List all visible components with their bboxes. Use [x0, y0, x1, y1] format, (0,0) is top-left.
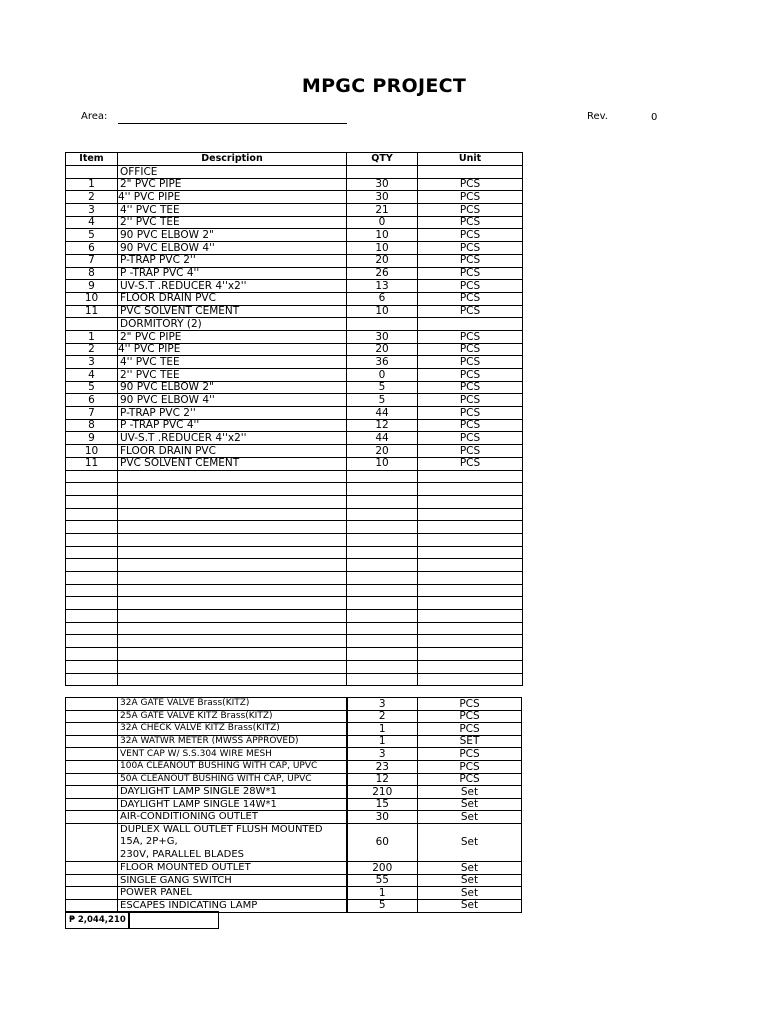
empty-table-row — [66, 483, 523, 496]
unit-cell: PCS — [418, 267, 523, 280]
qty-cell: 21 — [347, 204, 418, 217]
material-description-line: 15A, 2P+G, — [120, 836, 178, 848]
empty-cell — [118, 483, 347, 496]
material-qty-cell: 30 — [347, 811, 418, 824]
material-description-cell: AIR-CONDITIONING OUTLET — [118, 811, 347, 824]
empty-cell — [118, 572, 347, 585]
empty-cell — [347, 648, 418, 661]
unit-cell: PCS — [418, 216, 523, 229]
material-description-cell: FLOOR MOUNTED OUTLET — [118, 862, 347, 875]
table-header-row — [66, 153, 523, 166]
material-row — [66, 698, 522, 711]
unit-cell — [418, 318, 523, 331]
material-item-cell — [66, 874, 118, 887]
table-row — [66, 381, 523, 394]
unit-cell: PCS — [418, 330, 523, 343]
header-description: Description — [118, 153, 347, 166]
material-unit-cell: Set — [418, 811, 522, 824]
empty-cell — [418, 673, 523, 686]
table-row — [66, 407, 523, 420]
material-qty-cell: 1 — [347, 723, 418, 736]
empty-cell — [66, 508, 118, 521]
items-table-body — [66, 166, 523, 686]
table-row — [66, 305, 523, 318]
rev-label: Rev. — [587, 111, 608, 122]
unit-cell: PCS — [418, 254, 523, 267]
item-number-cell: 9 — [66, 432, 118, 445]
material-description-cell: 32A CHECK VALVE KITZ Brass(KITZ) — [118, 723, 347, 736]
table-row — [66, 242, 523, 255]
material-row — [66, 773, 522, 786]
table-row — [66, 445, 523, 458]
area-label: Area: — [81, 111, 108, 122]
table-row — [66, 318, 523, 331]
table-row — [66, 191, 523, 204]
empty-table-row — [66, 470, 523, 483]
material-item-cell — [66, 698, 118, 711]
description-cell: OFFICE — [118, 166, 347, 179]
empty-cell — [66, 521, 118, 534]
empty-cell — [418, 597, 523, 610]
material-unit-cell: PCS — [418, 773, 522, 786]
material-qty-cell: 2 — [347, 710, 418, 723]
unit-cell: PCS — [418, 343, 523, 356]
description-cell: 90 PVC ELBOW 2" — [118, 381, 347, 394]
material-qty-cell: 12 — [347, 773, 418, 786]
description-cell: UV-S.T .REDUCER 4''x2'' — [118, 280, 347, 293]
item-number-cell — [66, 166, 118, 179]
empty-cell — [118, 622, 347, 635]
empty-cell — [66, 660, 118, 673]
table-row — [66, 216, 523, 229]
material-row — [66, 823, 522, 861]
empty-table-row — [66, 508, 523, 521]
qty-cell: 36 — [347, 356, 418, 369]
qty-cell: 0 — [347, 369, 418, 382]
empty-cell — [347, 572, 418, 585]
material-unit-cell: PCS — [418, 760, 522, 773]
material-qty-cell: 55 — [347, 874, 418, 887]
material-description-line: DUPLEX WALL OUTLET FLUSH MOUNTED — [120, 823, 323, 835]
qty-cell: 20 — [347, 445, 418, 458]
material-description-cell: POWER PANEL — [118, 887, 347, 900]
qty-cell: 13 — [347, 280, 418, 293]
empty-cell — [418, 660, 523, 673]
material-description-cell — [118, 823, 347, 861]
empty-cell — [66, 622, 118, 635]
table-row — [66, 166, 523, 179]
empty-table-row — [66, 622, 523, 635]
unit-cell: PCS — [418, 445, 523, 458]
empty-cell — [347, 559, 418, 572]
item-number-cell: 3 — [66, 204, 118, 217]
description-cell: 4'' PVC TEE — [118, 356, 347, 369]
empty-cell — [347, 533, 418, 546]
unit-cell: PCS — [418, 369, 523, 382]
material-item-cell — [66, 710, 118, 723]
item-number-cell: 7 — [66, 407, 118, 420]
empty-table-row — [66, 648, 523, 661]
item-number-cell: 2 — [66, 343, 118, 356]
empty-cell — [118, 546, 347, 559]
qty-cell: 5 — [347, 394, 418, 407]
table-row — [66, 394, 523, 407]
table-row — [66, 432, 523, 445]
material-qty-cell: 1 — [347, 887, 418, 900]
item-number-cell: 11 — [66, 305, 118, 318]
empty-cell — [66, 533, 118, 546]
empty-cell — [118, 495, 347, 508]
description-cell: PVC SOLVENT CEMENT — [118, 305, 347, 318]
unit-cell: PCS — [418, 419, 523, 432]
empty-cell — [347, 584, 418, 597]
table-row — [66, 330, 523, 343]
total-table — [65, 911, 219, 929]
material-qty-cell: 15 — [347, 798, 418, 811]
qty-cell: 30 — [347, 330, 418, 343]
description-cell: 90 PVC ELBOW 4'' — [118, 242, 347, 255]
description-cell: FLOOR DRAIN PVC — [118, 292, 347, 305]
material-unit-cell: Set — [418, 786, 522, 799]
material-row — [66, 798, 522, 811]
material-row — [66, 874, 522, 887]
material-item-cell — [66, 811, 118, 824]
empty-table-row — [66, 597, 523, 610]
material-qty-cell: 1 — [347, 735, 418, 748]
qty-cell: 12 — [347, 419, 418, 432]
empty-cell — [66, 597, 118, 610]
material-item-cell — [66, 760, 118, 773]
empty-cell — [347, 673, 418, 686]
table-row — [66, 254, 523, 267]
empty-cell — [347, 597, 418, 610]
item-number-cell: 8 — [66, 419, 118, 432]
empty-cell — [347, 470, 418, 483]
material-item-cell — [66, 735, 118, 748]
material-row — [66, 786, 522, 799]
empty-cell — [118, 610, 347, 623]
table-row — [66, 229, 523, 242]
material-row — [66, 735, 522, 748]
material-unit-cell: PCS — [418, 723, 522, 736]
table-row — [66, 356, 523, 369]
material-row — [66, 710, 522, 723]
item-number-cell: 9 — [66, 280, 118, 293]
empty-cell — [118, 508, 347, 521]
header-unit: Unit — [418, 153, 523, 166]
qty-cell: 26 — [347, 267, 418, 280]
material-unit-cell: PCS — [418, 748, 522, 761]
materials-table-body — [66, 698, 522, 913]
unit-cell: PCS — [418, 191, 523, 204]
item-number-cell: 4 — [66, 216, 118, 229]
empty-cell — [418, 533, 523, 546]
material-unit-cell: SET — [418, 735, 522, 748]
material-unit-cell: PCS — [418, 698, 522, 711]
qty-cell: 20 — [347, 343, 418, 356]
empty-cell — [347, 546, 418, 559]
material-unit-cell: Set — [418, 887, 522, 900]
item-number-cell: 6 — [66, 242, 118, 255]
empty-cell — [66, 495, 118, 508]
unit-cell: PCS — [418, 178, 523, 191]
area-field-line — [118, 123, 347, 124]
material-row — [66, 887, 522, 900]
unit-cell: PCS — [418, 407, 523, 420]
material-qty-cell: 200 — [347, 862, 418, 875]
item-number-cell: 8 — [66, 267, 118, 280]
material-item-cell — [66, 773, 118, 786]
unit-cell: PCS — [418, 229, 523, 242]
header-qty: QTY — [347, 153, 418, 166]
empty-cell — [347, 660, 418, 673]
unit-cell: PCS — [418, 242, 523, 255]
unit-cell: PCS — [418, 305, 523, 318]
table-row — [66, 267, 523, 280]
page-title: MPGC PROJECT — [301, 75, 467, 97]
material-row — [66, 723, 522, 736]
empty-cell — [66, 559, 118, 572]
qty-cell — [347, 318, 418, 331]
table-row — [66, 178, 523, 191]
material-row — [66, 760, 522, 773]
empty-cell — [418, 622, 523, 635]
empty-cell — [418, 521, 523, 534]
empty-cell — [418, 483, 523, 496]
empty-cell — [66, 572, 118, 585]
unit-cell: PCS — [418, 432, 523, 445]
total-row — [66, 912, 219, 929]
empty-cell — [118, 673, 347, 686]
qty-cell: 44 — [347, 432, 418, 445]
header-item: Item — [66, 153, 118, 166]
empty-cell — [347, 521, 418, 534]
material-item-cell — [66, 723, 118, 736]
material-item-cell — [66, 823, 118, 861]
empty-cell — [118, 584, 347, 597]
material-description-cell: SINGLE GANG SWITCH — [118, 874, 347, 887]
description-cell: PVC SOLVENT CEMENT — [118, 457, 347, 470]
empty-cell — [347, 635, 418, 648]
empty-cell — [66, 635, 118, 648]
description-cell: 2" PVC PIPE — [118, 330, 347, 343]
material-description-cell: VENT CAP W/ S.S.304 WIRE MESH — [118, 748, 347, 761]
empty-cell — [418, 610, 523, 623]
empty-cell — [66, 584, 118, 597]
material-unit-cell: Set — [418, 874, 522, 887]
item-number-cell: 2 — [66, 191, 118, 204]
item-number-cell: 7 — [66, 254, 118, 267]
item-number-cell: 3 — [66, 356, 118, 369]
material-qty-cell: 210 — [347, 786, 418, 799]
qty-cell: 44 — [347, 407, 418, 420]
unit-cell — [418, 166, 523, 179]
description-cell: P-TRAP PVC 2'' — [118, 407, 347, 420]
material-description-cell: DAYLIGHT LAMP SINGLE 14W*1 — [118, 798, 347, 811]
empty-cell — [418, 495, 523, 508]
empty-table-row — [66, 521, 523, 534]
empty-cell — [418, 584, 523, 597]
total-amount: ₱ 2,044,210 — [66, 912, 129, 929]
empty-cell — [66, 610, 118, 623]
qty-cell: 10 — [347, 457, 418, 470]
table-row — [66, 292, 523, 305]
empty-cell — [418, 470, 523, 483]
description-cell: FLOOR DRAIN PVC — [118, 445, 347, 458]
material-unit-cell: Set — [418, 899, 522, 912]
item-number-cell: 11 — [66, 457, 118, 470]
qty-cell: 10 — [347, 229, 418, 242]
empty-cell — [347, 622, 418, 635]
item-number-cell: 5 — [66, 381, 118, 394]
material-qty-cell: 5 — [347, 899, 418, 912]
empty-table-row — [66, 660, 523, 673]
empty-table-row — [66, 610, 523, 623]
table-row — [66, 343, 523, 356]
description-cell: 2'' PVC TEE — [118, 216, 347, 229]
empty-cell — [418, 559, 523, 572]
table-row — [66, 204, 523, 217]
material-description-cell: 50A CLEANOUT BUSHING WITH CAP, UPVC — [118, 773, 347, 786]
empty-table-row — [66, 584, 523, 597]
unit-cell: PCS — [418, 204, 523, 217]
description-cell: 2" PVC PIPE — [118, 178, 347, 191]
description-cell: 4'' PVC PIPE — [118, 343, 347, 356]
material-row — [66, 811, 522, 824]
description-cell: 90 PVC ELBOW 4'' — [118, 394, 347, 407]
material-item-cell — [66, 887, 118, 900]
empty-cell — [347, 610, 418, 623]
table-row — [66, 280, 523, 293]
item-number-cell: 5 — [66, 229, 118, 242]
unit-cell: PCS — [418, 394, 523, 407]
unit-cell: PCS — [418, 292, 523, 305]
rev-value: 0 — [651, 112, 658, 123]
empty-table-row — [66, 533, 523, 546]
empty-cell — [118, 660, 347, 673]
item-number-cell — [66, 318, 118, 331]
empty-cell — [347, 508, 418, 521]
empty-table-row — [66, 495, 523, 508]
empty-cell — [118, 597, 347, 610]
unit-cell: PCS — [418, 381, 523, 394]
qty-cell: 6 — [347, 292, 418, 305]
empty-cell — [66, 483, 118, 496]
empty-table-row — [66, 559, 523, 572]
material-item-cell — [66, 748, 118, 761]
material-qty-cell: 3 — [347, 748, 418, 761]
empty-cell — [66, 546, 118, 559]
empty-cell — [418, 546, 523, 559]
material-qty-cell: 3 — [347, 698, 418, 711]
material-item-cell — [66, 862, 118, 875]
qty-cell: 10 — [347, 242, 418, 255]
material-description-cell: 32A WATWR METER (MWSS APPROVED) — [118, 735, 347, 748]
unit-cell: PCS — [418, 457, 523, 470]
material-row — [66, 862, 522, 875]
empty-table-row — [66, 572, 523, 585]
empty-table-row — [66, 673, 523, 686]
empty-cell — [347, 483, 418, 496]
qty-cell: 5 — [347, 381, 418, 394]
material-description-line: 230V, PARALLEL BLADES — [120, 848, 244, 860]
table-row — [66, 369, 523, 382]
qty-cell: 0 — [347, 216, 418, 229]
item-number-cell: 1 — [66, 330, 118, 343]
item-number-cell: 4 — [66, 369, 118, 382]
total-empty-cell — [129, 912, 219, 929]
table-row — [66, 457, 523, 470]
empty-cell — [118, 648, 347, 661]
material-item-cell — [66, 798, 118, 811]
qty-cell: 30 — [347, 191, 418, 204]
item-number-cell: 6 — [66, 394, 118, 407]
empty-table-row — [66, 546, 523, 559]
description-cell: 2'' PVC TEE — [118, 369, 347, 382]
description-cell: UV-S.T .REDUCER 4''x2'' — [118, 432, 347, 445]
description-cell: P -TRAP PVC 4'' — [118, 267, 347, 280]
material-description-cell: ESCAPES INDICATING LAMP — [118, 899, 347, 912]
empty-cell — [66, 648, 118, 661]
material-description-cell: 100A CLEANOUT BUSHING WITH CAP, UPVC — [118, 760, 347, 773]
empty-cell — [418, 572, 523, 585]
items-table — [65, 152, 523, 686]
material-row — [66, 748, 522, 761]
item-number-cell: 10 — [66, 445, 118, 458]
description-cell: P-TRAP PVC 2'' — [118, 254, 347, 267]
material-unit-cell: Set — [418, 823, 522, 861]
material-description-cell: 25A GATE VALVE KITZ Brass(KITZ) — [118, 710, 347, 723]
empty-cell — [347, 495, 418, 508]
empty-cell — [66, 673, 118, 686]
qty-cell: 10 — [347, 305, 418, 318]
table-row — [66, 419, 523, 432]
material-unit-cell: PCS — [418, 710, 522, 723]
empty-cell — [118, 470, 347, 483]
item-number-cell: 1 — [66, 178, 118, 191]
empty-cell — [118, 559, 347, 572]
empty-cell — [418, 648, 523, 661]
empty-cell — [118, 635, 347, 648]
materials-table — [65, 697, 522, 913]
unit-cell: PCS — [418, 280, 523, 293]
material-qty-cell: 60 — [347, 823, 418, 861]
description-cell: 4'' PVC TEE — [118, 204, 347, 217]
qty-cell: 30 — [347, 178, 418, 191]
material-item-cell — [66, 786, 118, 799]
description-cell: 90 PVC ELBOW 2" — [118, 229, 347, 242]
description-cell: DORMITORY (2) — [118, 318, 347, 331]
unit-cell: PCS — [418, 356, 523, 369]
description-cell: P -TRAP PVC 4'' — [118, 419, 347, 432]
material-unit-cell: Set — [418, 862, 522, 875]
empty-cell — [118, 533, 347, 546]
empty-cell — [418, 508, 523, 521]
material-description-cell: 32A GATE VALVE Brass(KITZ) — [118, 698, 347, 711]
description-cell: 4'' PVC PIPE — [118, 191, 347, 204]
qty-cell: 20 — [347, 254, 418, 267]
material-description-cell: DAYLIGHT LAMP SINGLE 28W*1 — [118, 786, 347, 799]
material-unit-cell: Set — [418, 798, 522, 811]
qty-cell — [347, 166, 418, 179]
empty-cell — [118, 521, 347, 534]
empty-table-row — [66, 635, 523, 648]
material-qty-cell: 23 — [347, 760, 418, 773]
item-number-cell: 10 — [66, 292, 118, 305]
empty-cell — [66, 470, 118, 483]
empty-cell — [418, 635, 523, 648]
